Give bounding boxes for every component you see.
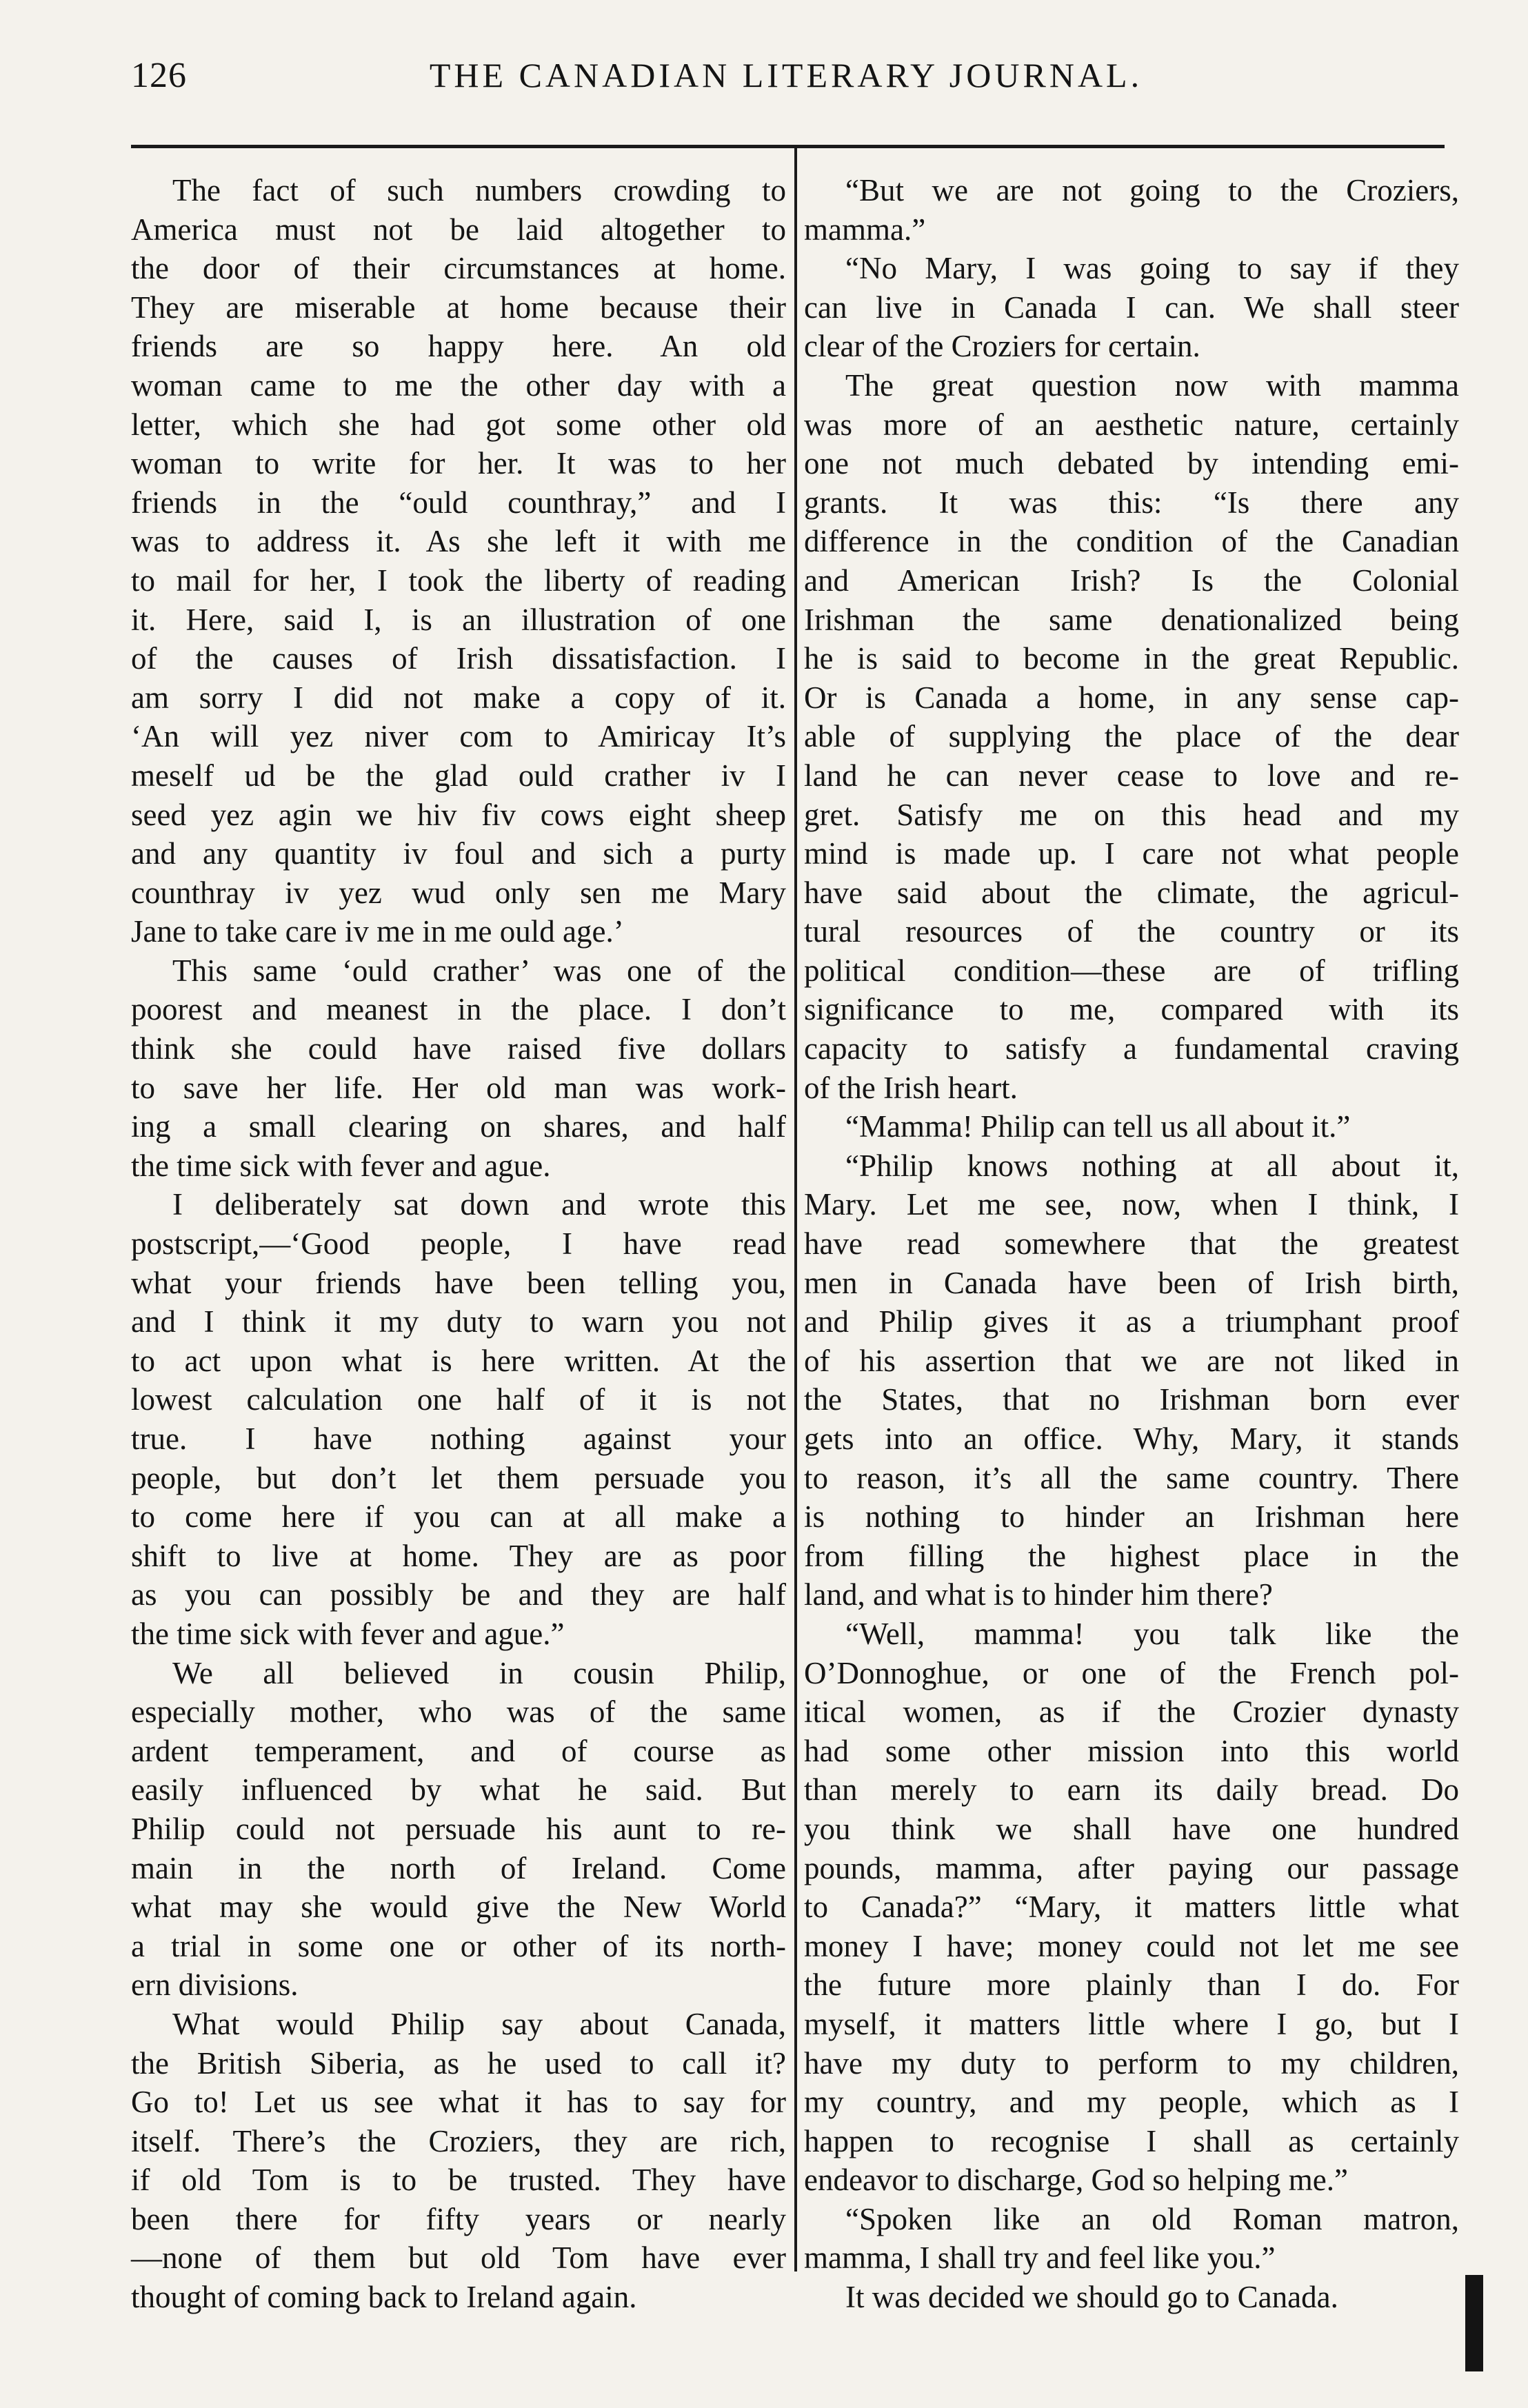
text-line: gets into an office. Why, Mary, it stands <box>804 1421 1459 1456</box>
text-line: O’Donnoghue, or one of the French pol- <box>804 1655 1459 1690</box>
text-line: true. I have nothing against your <box>131 1421 786 1456</box>
text-line: was more of an aesthetic nature, certainly <box>804 407 1459 442</box>
text-line: Irishman the same denationalized being <box>804 602 1459 637</box>
text-line: to come here if you can at all make a <box>131 1499 786 1535</box>
left-column <box>131 171 786 2317</box>
text-line: main in the north of Ireland. Come <box>131 1850 786 1885</box>
text-line: friends in the “ould counthray,” and I <box>131 485 786 520</box>
text-line: grants. It was this: “Is there any <box>804 485 1459 520</box>
text-line: can live in Canada I can. We shall steer <box>804 290 1459 325</box>
text-line: if old Tom is to be trusted. They have <box>131 2163 786 2198</box>
text-line: a trial in some one or other of its north- <box>131 1928 786 1963</box>
text-line: than merely to earn its daily bread. Do <box>804 1772 1459 1808</box>
paragraph <box>804 1107 1459 1146</box>
text-line: have said about the climate, the agricul- <box>804 875 1459 910</box>
page-number: 126 <box>131 56 187 95</box>
text-line: The great question now with mamma <box>845 367 1459 403</box>
text-line: letter, which she had got some other old <box>131 407 786 442</box>
text-line: of the causes of Irish dissatisfaction. I <box>131 641 786 676</box>
text-line: happen to recognise I shall as certainly <box>804 2123 1459 2158</box>
text-line: ‘An will yez niver com to Amiricay It’s <box>131 719 786 754</box>
text-line: the time sick with fever and ague. <box>131 1148 551 1183</box>
text-line: America must not be laid altogether to <box>131 212 786 247</box>
text-line: clear of the Croziers for certain. <box>804 329 1200 364</box>
text-line: Or is Canada a home, in any sense cap- <box>804 680 1459 715</box>
text-line: what your friends have been telling you, <box>131 1265 786 1300</box>
paragraph <box>804 249 1459 366</box>
text-line: Mary. Let me see, now, when I think, I <box>804 1187 1459 1222</box>
text-line: people, but don’t let them persuade you <box>131 1460 786 1495</box>
text-line: “Spoken like an old Roman matron, <box>845 2201 1459 2236</box>
right-column <box>804 171 1459 2317</box>
text-line: from filling the highest place in the <box>804 1538 1459 1573</box>
text-line: —none of them but old Tom have ever <box>131 2240 786 2276</box>
paragraph <box>804 366 1459 1107</box>
paragraph <box>804 2278 1459 2317</box>
text-line: money I have; money could not let me see <box>804 1928 1459 1963</box>
text-line: have read somewhere that the greatest <box>804 1226 1459 1262</box>
text-line: Go to! Let us see what it has to say for <box>131 2085 786 2120</box>
text-line: We all believed in cousin Philip, <box>172 1655 786 1690</box>
text-line: mamma.” <box>804 212 926 247</box>
text-line: the States, that no Irishman born ever <box>804 1382 1459 1417</box>
text-line: lowest calculation one half of it is not <box>131 1382 786 1417</box>
paragraph <box>131 1185 786 1653</box>
text-line: The fact of such numbers crowding to <box>172 173 786 208</box>
text-line: especially mother, who was of the same <box>131 1694 786 1730</box>
text-line: Philip could not persuade his aunt to re- <box>131 1811 786 1846</box>
text-line: he is said to become in the great Republic. <box>804 641 1459 676</box>
paragraph <box>131 951 786 1186</box>
text-line: “Well, mamma! you talk like the <box>845 1616 1459 1651</box>
text-line: It was decided we should go to Canada. <box>845 2280 1338 2315</box>
paragraph <box>804 1146 1459 1615</box>
text-line: ern divisions. <box>131 1967 299 2003</box>
text-line: of his assertion that we are not liked in <box>804 1343 1459 1378</box>
column-divider <box>794 148 797 2272</box>
text-line: to mail for her, I took the liberty of reading <box>131 563 786 598</box>
text-line: woman to write for her. It was to her <box>131 446 786 481</box>
text-line: is nothing to hinder an Irishman here <box>804 1499 1459 1535</box>
text-line: poorest and meanest in the place. I don’t <box>131 992 786 1027</box>
text-line: itself. There’s the Croziers, they are rich, <box>131 2123 786 2158</box>
running-title: THE CANADIAN LITERARY JOURNAL. <box>429 56 1143 94</box>
paragraph <box>131 1654 786 2005</box>
text-line: thought of coming back to Ireland again. <box>131 2280 637 2315</box>
text-line: was to address it. As she left it with me <box>131 524 786 559</box>
text-line: the door of their circumstances at home. <box>131 251 786 286</box>
text-line: This same ‘ould crather’ was one of the <box>172 953 786 988</box>
page-edge-mark <box>1465 2275 1483 2371</box>
text-line: Jane to take care iv me in me ould age.’ <box>131 914 624 949</box>
text-line: to reason, it’s all the same country. There <box>804 1460 1459 1495</box>
text-line: been there for fifty years or nearly <box>131 2201 786 2236</box>
text-line: had some other mission into this world <box>804 1733 1459 1768</box>
text-line: They are miserable at home because their <box>131 290 786 325</box>
text-line: to Canada?” “Mary, it matters little what <box>804 1890 1459 1925</box>
header-rule <box>131 145 1445 148</box>
text-line: mamma, I shall try and feel like you.” <box>804 2240 1276 2276</box>
text-line: think she could have raised five dollars <box>131 1031 786 1066</box>
paragraph <box>804 2200 1459 2278</box>
text-line: What would Philip say about Canada, <box>172 2006 786 2041</box>
text-line: friends are so happy here. An old <box>131 329 786 364</box>
text-line: my country, and my people, which as I <box>804 2085 1459 2120</box>
text-line: meself ud be the glad ould crather iv I <box>131 758 786 793</box>
text-line: the British Siberia, as he used to call it? <box>131 2045 786 2081</box>
text-line: ardent temperament, and of course as <box>131 1733 786 1768</box>
text-line: it. Here, said I, is an illustration of one <box>131 602 786 637</box>
text-line: what may she would give the New World <box>131 1890 786 1925</box>
text-line: to act upon what is here written. At the <box>131 1343 786 1378</box>
text-line: ing a small clearing on shares, and half <box>131 1109 786 1144</box>
text-line: I deliberately sat down and wrote this <box>172 1187 786 1222</box>
text-line: and Philip gives it as a triumphant proof <box>804 1304 1459 1339</box>
text-line: able of supplying the place of the dear <box>804 719 1459 754</box>
paragraph <box>804 1615 1459 2200</box>
paragraph <box>131 171 786 951</box>
text-line: counthray iv yez wud only sen me Mary <box>131 875 786 910</box>
paragraph <box>131 2005 786 2317</box>
text-line: easily influenced by what he said. But <box>131 1772 786 1808</box>
text-line: to save her life. Her old man was work- <box>131 1070 786 1105</box>
text-line: am sorry I did not make a copy of it. <box>131 680 786 715</box>
text-line: woman came to me the other day with a <box>131 367 786 403</box>
page-header <box>131 55 1441 110</box>
text-line: “No Mary, I was going to say if they <box>845 251 1459 286</box>
text-line: and American Irish? Is the Colonial <box>804 563 1459 598</box>
text-line: tural resources of the country or its <box>804 914 1459 949</box>
text-line: shift to live at home. They are as poor <box>131 1538 786 1573</box>
text-line: mind is made up. I care not what people <box>804 836 1459 871</box>
text-line: “Mamma! Philip can tell us all about it.” <box>845 1109 1351 1144</box>
text-line: difference in the condition of the Canadian <box>804 524 1459 559</box>
text-line: land he can never cease to love and re- <box>804 758 1459 793</box>
text-line: and any quantity iv foul and sich a purty <box>131 836 786 871</box>
text-line: capacity to satisfy a fundamental craving <box>804 1031 1459 1066</box>
text-line: postscript,—‘Good people, I have read <box>131 1226 786 1262</box>
text-line: one not much debated by intending emi- <box>804 446 1459 481</box>
text-line: political condition—these are of trifling <box>804 953 1459 988</box>
text-line: endeavor to discharge, God so helping me.” <box>804 2163 1348 2198</box>
text-line: “But we are not going to the Croziers, <box>845 173 1459 208</box>
text-line: pounds, mamma, after paying our passage <box>804 1850 1459 1885</box>
text-line: myself, it matters little where I go, but I <box>804 2006 1459 2041</box>
text-line: land, and what is to hinder him there? <box>804 1577 1273 1612</box>
text-line: and I think it my duty to warn you not <box>131 1304 786 1339</box>
text-line: gret. Satisfy me on this head and my <box>804 797 1459 832</box>
text-line: itical women, as if the Crozier dynasty <box>804 1694 1459 1730</box>
paragraph <box>804 171 1459 249</box>
text-line: men in Canada have been of Irish birth, <box>804 1265 1459 1300</box>
text-line: the time sick with fever and ague.” <box>131 1616 565 1651</box>
text-line: of the Irish heart. <box>804 1070 1018 1105</box>
text-line: seed yez agin we hiv fiv cows eight sheep <box>131 797 786 832</box>
text-line: the future more plainly than I do. For <box>804 1967 1459 2003</box>
text-line: have my duty to perform to my children, <box>804 2045 1459 2081</box>
text-line: you think we shall have one hundred <box>804 1811 1459 1846</box>
text-line: “Philip knows nothing at all about it, <box>845 1148 1459 1183</box>
text-line: as you can possibly be and they are half <box>131 1577 786 1612</box>
text-line: significance to me, compared with its <box>804 992 1459 1027</box>
